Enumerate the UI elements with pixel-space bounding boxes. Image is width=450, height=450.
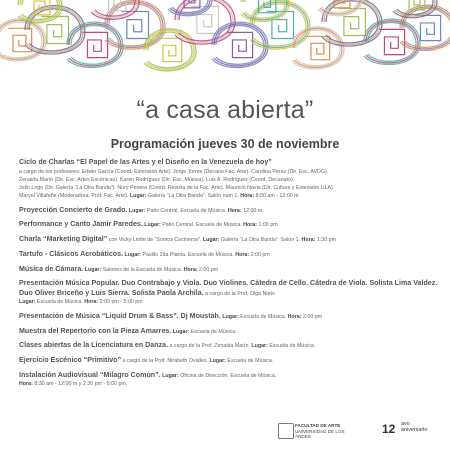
- university-name: UNIVERSIDAD DE LOS ANDES: [295, 428, 345, 439]
- program-item-title: Ciclo de Charlas “El Papel de las Artes y el Diseño en la Venezuela de hoy”: [19, 158, 272, 166]
- program-item-title: Tartufo - Clásicos Acrobáticos.: [19, 249, 124, 258]
- program-item-line: Maryel Villafañe (Moderadora, Prof. Fac. Arte). Lugar: Galería “La Otra Banda”. Salón num 1. Hora: 8:00 am - 12:00 m: [19, 193, 299, 200]
- program-item-title: Presentación de Música “Liquid Drum & Bass”. Dj Moustah.: [19, 311, 221, 320]
- spiral-sketch: [168, 0, 212, 16]
- program-item-detail: Lugar: Patio Central. Escuela de Música. Hora: 1:00 pm: [144, 222, 278, 229]
- program-item: [19, 327, 439, 337]
- spiral-sketch: [322, 0, 382, 46]
- program-list: [19, 158, 439, 394]
- spiral-sketch: [364, 19, 420, 64]
- anniversary-word: aniversario: [401, 427, 428, 434]
- program-item-detail: Lugar: Salones de la Escuela de Música. Hora: 2:00 pm: [84, 266, 219, 273]
- program-item: [19, 312, 439, 322]
- program-item-title: Performance y Canto Jamir Paredes.: [19, 220, 143, 229]
- program-item: [19, 341, 439, 351]
- program-item-title: Música de Cámara.: [19, 264, 84, 273]
- spiral-sketch: [0, 19, 46, 61]
- program-item-detail: a cargo de la Prof. Nirabeth Ovalles. Lugar: Escuela de Música.: [121, 358, 274, 365]
- page-subtitle: Programación jueves 30 de noviembre: [110, 137, 340, 151]
- program-item-detail: con Vicky Liotte de “Somos Cocineros”. Lugar: Galería “La Otra Banda”. Salón 1. Hora: 1:30 pm: [107, 237, 336, 244]
- program-item: [19, 265, 439, 275]
- program-item-line: a cargo de los profesores: Edwin García (Coord. Extensión Arte). Jorge Torres (Decano Fac. Arte). Carolina Pérez (Dir. Esc. AVDG).: [19, 168, 329, 175]
- program-item-title: Instalación Audiovisual “Milagro Común”.: [19, 370, 161, 379]
- program-item-detail: a cargo de la Prof. Zenaida Marín. Lugar: Escuela de Música.: [168, 343, 316, 350]
- program-item: [19, 206, 439, 216]
- program-item: [19, 279, 439, 306]
- program-item-line: Julio Logo (Dir. Galería “La Otra Banda”). Nory Pereira (Coord. Revista de la Fac. Arte). Mauricio Navia (Dir. Cultura y Extensión ULA).: [19, 184, 335, 191]
- program-item-line: Lugar: Escuela de Música. Hora: 2:00 pm - 5:00 pm: [19, 299, 143, 306]
- program-item-detail: Lugar: Pasillo 2da Planta. Escuela de Música. Hora: 2:00 pm: [124, 251, 270, 258]
- page-title: “a casa abierta”: [136, 96, 314, 124]
- program-item: [19, 158, 439, 200]
- faculty-logo: [278, 422, 358, 440]
- program-item: [19, 250, 439, 260]
- program-item-title: Ejercicio Escénico “Primitivo”: [19, 356, 122, 365]
- program-item-line: Hora: 8:30 am - 12:00 m y 2:30 pm - 5:00 pm.: [19, 381, 128, 388]
- spiral-sketch: [144, 29, 196, 71]
- program-item-detail: Lugar: Escuela de Música.: [172, 328, 237, 335]
- program-item-title: Presentación Música Popular. Duo Contrabajo y Viola. Duo Violines. Cátedra de Cello. Cátedra de Viola. Solista Lima Valdez. Duo Oliver Briceño y Luis Sierra. Solista Paola Archila.: [19, 279, 438, 297]
- anniversary-badge: [382, 420, 428, 442]
- faculty-name: FACULTAD DE ARTE: [295, 423, 341, 428]
- program-item: [19, 371, 439, 389]
- spiral-sketch: [292, 27, 344, 69]
- program-item-detail: a cargo de la Prof. Olga Nieto: [203, 290, 275, 297]
- program-item-line: Zenaida Marín (Dir. Esc. Artes Escénicas). Karen Rodríguez (Dir. Esc. Música). Luis A. Rodríguez (Coord. Decanato).: [19, 176, 295, 183]
- spiral-sketch: [91, 0, 139, 19]
- program-item: [19, 356, 439, 366]
- university-seal-icon: [278, 423, 294, 439]
- program-item-detail: Lugar: Patio Central. Escuela de Música. Hora: 12:00 m.: [128, 207, 264, 214]
- spiral-sketch: [318, 0, 362, 16]
- anniversary-ordinal: avo: [401, 421, 410, 427]
- program-item: [19, 220, 439, 230]
- program-item-title: Muestra del Repertorio con la Pieza Amarres.: [19, 326, 172, 335]
- program-item-title: Proyección Concierto de Grado.: [19, 205, 128, 214]
- program-item-detail: Lugar: Escuela de Música. Hora: 2:00 pm: [222, 313, 323, 320]
- header-illustration: [0, 0, 450, 95]
- program-item-title: Charla “Marketing Digital”: [19, 235, 108, 244]
- program-item-title: Clases abiertas de la Licenciatura en Danza.: [19, 341, 169, 350]
- anniversary-number: 12: [382, 422, 396, 436]
- program-item-detail: Lugar: Oficina de Dirección, Escuela de Música.: [162, 372, 277, 379]
- program-item: [19, 235, 439, 245]
